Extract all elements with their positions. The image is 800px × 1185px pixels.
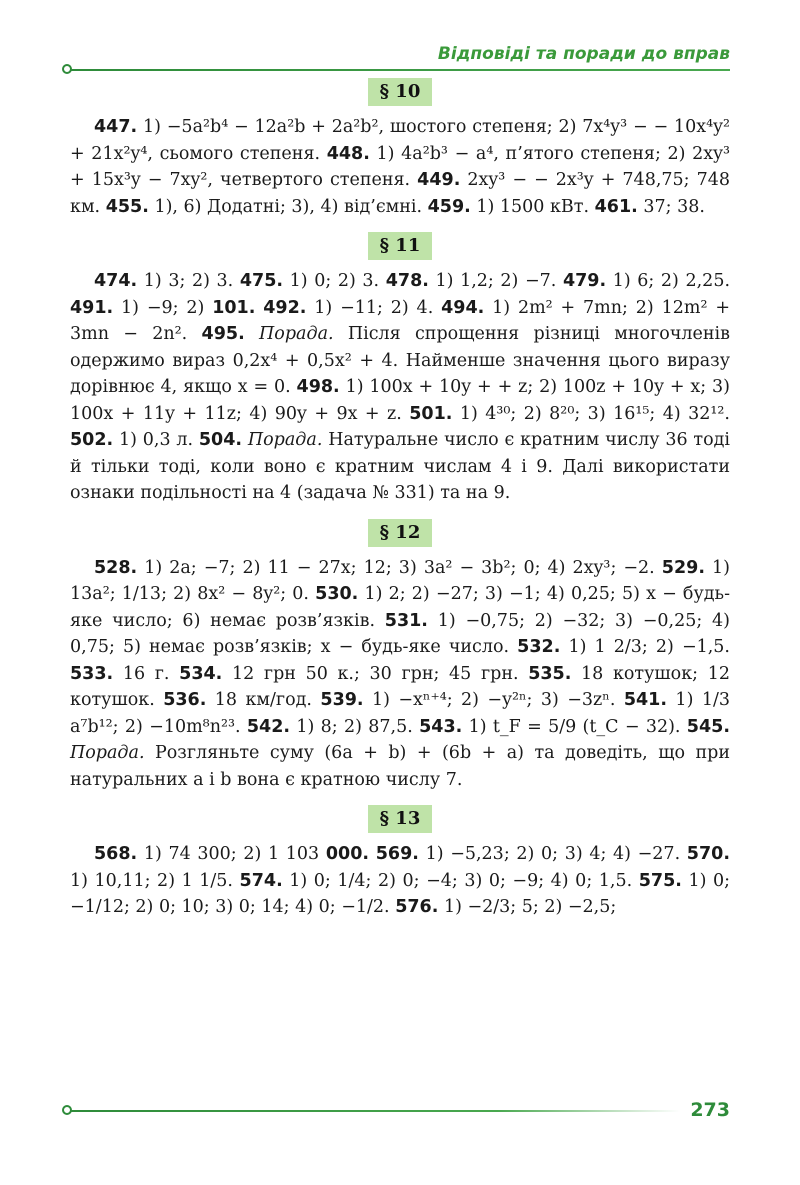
section-heading-10: § 10 xyxy=(368,78,433,106)
footer-rule xyxy=(71,1110,680,1112)
section-text-13: 568. 1) 74 300; 2) 1 103 000. 569. 1) −5,23; 2) 0; 3) 4; 4) −27. 570. 1) 10,11; 2) 1 1/5. 574. 1) 0; 1/4; 2) 0; −4; 3) 0; −9; 4) 0; 1,5. 575. 1) 0; −1/12; 2) 0; 10; 3) 0; 14; 4) 0; −1/2. 576. 1) −2/3; 5; 2) −2,5; xyxy=(70,844,731,917)
header-rule xyxy=(71,69,730,71)
section-text-12: 528. 1) 2a; −7; 2) 11 − 27x; 12; 3) 3a² − 3b²; 0; 4) 2xy³; −2. 529. 1) 13a²; 1/13; 2) 8x² − 8y²; 0. 530. 1) 2; 2) −27; 3) −1; 4) 0,25; 5) x − будь-яке число; 6) немає розв’язків. 531. 1) −0,75; 2) −32; 3) −0,25; 4) 0,75; 5) немає розв’язків; x − будь-яке число. 532. 1) 1 2/3; 2) −1,5. 533. 16 г. 534. 12 грн 50 к.; 30 грн; 45 грн. 535. 18 котушок; 12 котушок. 536. 18 км/год. 539. 1) −xⁿ⁺⁴; 2) −y²ⁿ; 3) −3zⁿ. 541. 1) 1/3 a⁷b¹²; 2) −10m⁸n²³. 542. 1) 8; 2) 87,5. 543. 1) t_F = 5/9 (t_C − 32). 545. Порада. Розгляньте суму (6a + b) + (6b + a) та доведіть, що при натуральних a і b вона є кратною числу 7. xyxy=(70,557,730,790)
running-header: Відповіді та поради до вправ xyxy=(437,44,730,64)
section-heading-13: § 13 xyxy=(368,805,433,833)
section-heading-12: § 12 xyxy=(368,519,433,547)
section-heading-11: § 11 xyxy=(368,232,433,260)
header-rule-dot xyxy=(62,64,72,74)
section-text-10: 447. 1) −5a²b⁴ − 12a²b + 2a²b², шостого степеня; 2) 7x⁴y³ − − 10x⁴y² + 21x²y⁴, сьомого степеня. 448. 1) 4a²b³ − a⁴, п’ятого степеня; 2) 2xy³ + 15x³y − 7xy², четвертого степеня. 449. 2xy³ − − 2x³y + 748,75; 748 км. 455. 1), 6) Додатні; 3), 4) від’ємні. 459. 1) 1500 кВт. 461. 37; 38. xyxy=(70,117,730,217)
footer-rule-dot xyxy=(62,1105,72,1115)
section-text-11: 474. 1) 3; 2) 3. 475. 1) 0; 2) 3. 478. 1) 1,2; 2) −7. 479. 1) 6; 2) 2,25. 491. 1) −9; 2) 101. 492. 1) −11; 2) 4. 494. 1) 2m² + 7mn; 2) 12m² + 3mn − 2n². 495. Порада. Після спрощення різниці многочленів одержимо вираз 0,2x⁴ + 0,5x² + 4. Найменше значення цього виразу дорівнює 4, якщо x = 0. 498. 1) 100x + 10y + + z; 2) 100z + 10y + x; 3) 100x + 11y + 11z; 4) 90y + 9x + z. 501. 1) 4³⁰; 2) 8²⁰; 3) 16¹⁵; 4) 32¹². 502. 1) 0,3 л. 504. Порада. Натуральне число є кратним числу 36 тоді й тільки тоді, коли воно є кратним числам 4 і 9. Далі використати ознаки подільності на 4 (задача № 331) та на 9. xyxy=(70,271,731,503)
answers-content xyxy=(70,78,730,933)
page-number: 273 xyxy=(690,1099,730,1121)
